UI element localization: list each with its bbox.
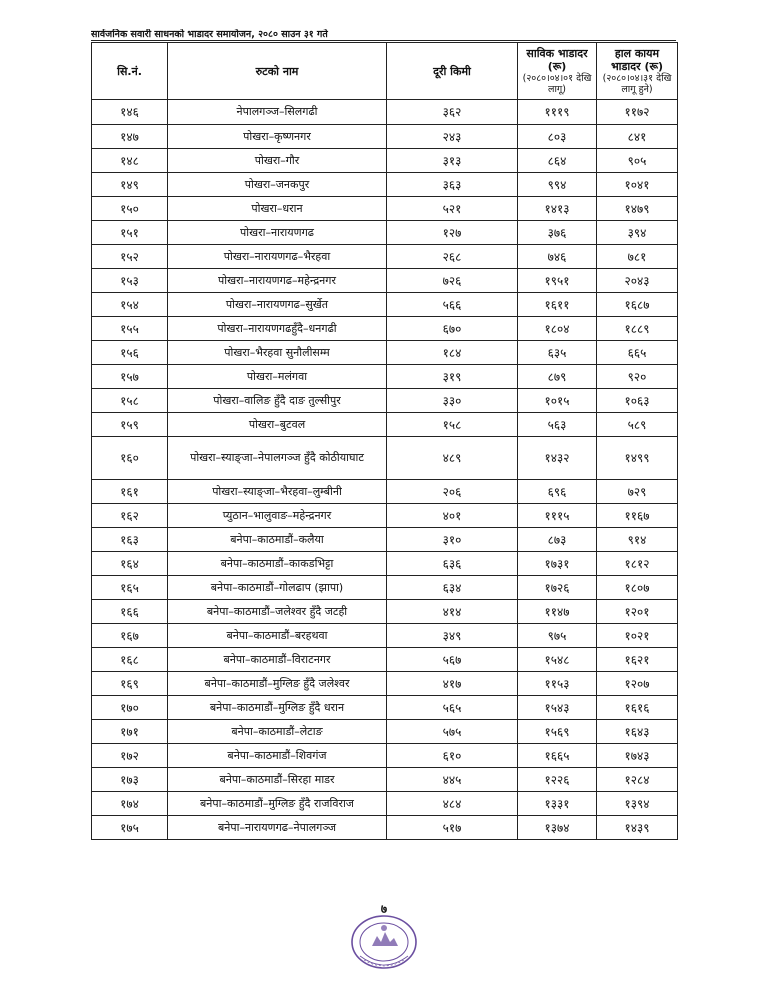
- new-fare-cell: ९०५: [597, 149, 678, 173]
- table-row: [92, 600, 678, 624]
- table-row: [92, 504, 678, 528]
- table-row: [92, 173, 678, 197]
- old-fare-cell: १७३१: [518, 552, 597, 576]
- serial-cell: १५७: [92, 365, 168, 389]
- new-fare-cell: १४९९: [597, 437, 678, 480]
- route-cell: पोखरा–नारायणगढ–महेन्द्रनगर: [168, 269, 387, 293]
- new-fare-cell: १०२१: [597, 624, 678, 648]
- table-row: [92, 528, 678, 552]
- col-route-header: रुटको नाम: [168, 43, 387, 100]
- new-fare-cell: १२८४: [597, 768, 678, 792]
- old-fare-cell: १५६९: [518, 720, 597, 744]
- new-fare-cell: ११६७: [597, 504, 678, 528]
- old-fare-cell: १४१३: [518, 197, 597, 221]
- serial-cell: १६८: [92, 648, 168, 672]
- old-fare-cell: ६३५: [518, 341, 597, 365]
- new-fare-cell: १७४३: [597, 744, 678, 768]
- new-fare-cell: १८०७: [597, 576, 678, 600]
- route-cell: बनेपा–काठमाडौं–कलैया: [168, 528, 387, 552]
- old-fare-cell: ३७६: [518, 221, 597, 245]
- distance-cell: १२७: [387, 221, 518, 245]
- serial-cell: १६६: [92, 600, 168, 624]
- distance-cell: ६३६: [387, 552, 518, 576]
- route-cell: पोखरा–बुटवल: [168, 413, 387, 437]
- distance-cell: ३६३: [387, 173, 518, 197]
- table-row: [92, 792, 678, 816]
- serial-cell: १५०: [92, 197, 168, 221]
- new-fare-cell: ७२९: [597, 480, 678, 504]
- route-cell: बनेपा–काठमाडौं–काकडभिट्टा: [168, 552, 387, 576]
- table-header-row: [92, 43, 678, 100]
- old-fare-cell: १५४८: [518, 648, 597, 672]
- serial-cell: १४९: [92, 173, 168, 197]
- new-fare-cell: १०६३: [597, 389, 678, 413]
- table-row: [92, 100, 678, 125]
- distance-cell: ६७०: [387, 317, 518, 341]
- serial-cell: १५९: [92, 413, 168, 437]
- distance-cell: ५६७: [387, 648, 518, 672]
- old-fare-cell: ८६४: [518, 149, 597, 173]
- distance-cell: २४३: [387, 125, 518, 149]
- serial-cell: १५६: [92, 341, 168, 365]
- distance-cell: २०६: [387, 480, 518, 504]
- serial-cell: १६५: [92, 576, 168, 600]
- route-cell: पोखरा–वालिङ हुँदै दाङ तुल्सीपुर: [168, 389, 387, 413]
- distance-cell: ६१०: [387, 744, 518, 768]
- distance-cell: ४८९: [387, 437, 518, 480]
- col-serial-header: सि.नं.: [92, 43, 168, 100]
- new-fare-cell: १६४३: [597, 720, 678, 744]
- new-fare-cell: ७८१: [597, 245, 678, 269]
- route-cell: पोखरा–जनकपुर: [168, 173, 387, 197]
- new-fare-cell: ११७२: [597, 100, 678, 125]
- serial-cell: १६०: [92, 437, 168, 480]
- serial-cell: १४८: [92, 149, 168, 173]
- distance-cell: ३३०: [387, 389, 518, 413]
- table-row: [92, 149, 678, 173]
- old-fare-cell: ९९४: [518, 173, 597, 197]
- old-fare-cell: १११५: [518, 504, 597, 528]
- old-fare-cell: १५४३: [518, 696, 597, 720]
- table-row: [92, 197, 678, 221]
- distance-cell: ४०१: [387, 504, 518, 528]
- distance-cell: ३६२: [387, 100, 518, 125]
- serial-cell: १६४: [92, 552, 168, 576]
- serial-cell: १७२: [92, 744, 168, 768]
- table-row: [92, 720, 678, 744]
- route-cell: बनेपा–काठमाडौं–मुग्लिङ हुँदै जलेश्वर: [168, 672, 387, 696]
- serial-cell: १७३: [92, 768, 168, 792]
- serial-cell: १६९: [92, 672, 168, 696]
- old-fare-cell: १३३१: [518, 792, 597, 816]
- old-fare-cell: १२२६: [518, 768, 597, 792]
- table-row: [92, 365, 678, 389]
- old-fare-cell: १६६५: [518, 744, 597, 768]
- distance-cell: ५२१: [387, 197, 518, 221]
- old-fare-cell: ११४७: [518, 600, 597, 624]
- old-fare-cell: ११५३: [518, 672, 597, 696]
- table-row: [92, 576, 678, 600]
- new-fare-cell: ८४१: [597, 125, 678, 149]
- distance-cell: ५७५: [387, 720, 518, 744]
- route-cell: बनेपा–काठमाडौं–लेटाङ: [168, 720, 387, 744]
- route-cell: पोखरा–मलंगवा: [168, 365, 387, 389]
- table-row: [92, 768, 678, 792]
- serial-cell: १५२: [92, 245, 168, 269]
- table-row: [92, 293, 678, 317]
- old-fare-cell: ५६३: [518, 413, 597, 437]
- new-fare-cell: १४७९: [597, 197, 678, 221]
- serial-cell: १५८: [92, 389, 168, 413]
- new-fare-cell: ९२०: [597, 365, 678, 389]
- route-cell: बनेपा–काठमाडौं–सिरहा माडर: [168, 768, 387, 792]
- table-row: [92, 437, 678, 480]
- distance-cell: ५६६: [387, 293, 518, 317]
- page-header-title: सार्वजनिक सवारी साधनको भाडादर समायोजन, २०८० साउन ३१ गते: [91, 29, 676, 41]
- old-fare-label: साविक भाडादर: [526, 47, 588, 60]
- distance-cell: ४१७: [387, 672, 518, 696]
- old-fare-cell: १४३२: [518, 437, 597, 480]
- serial-cell: १७१: [92, 720, 168, 744]
- new-fare-cell: १२०१: [597, 600, 678, 624]
- table-row: [92, 269, 678, 293]
- table-row: [92, 744, 678, 768]
- col-new-fare-header: [597, 43, 678, 100]
- route-cell: बनेपा–काठमाडौं–गोलढाप (झापा): [168, 576, 387, 600]
- table-row: [92, 552, 678, 576]
- new-fare-cell: १८१२: [597, 552, 678, 576]
- serial-cell: १६७: [92, 624, 168, 648]
- new-fare-cell: १२०७: [597, 672, 678, 696]
- distance-cell: ५१७: [387, 816, 518, 840]
- new-fare-cell: ६६५: [597, 341, 678, 365]
- serial-cell: १७५: [92, 816, 168, 840]
- new-fare-cell: ३९४: [597, 221, 678, 245]
- serial-cell: १६३: [92, 528, 168, 552]
- serial-cell: १५४: [92, 293, 168, 317]
- route-cell: पोखरा–स्याङ्जा–भैरहवा–लुम्बीनी: [168, 480, 387, 504]
- route-cell: पोखरा–गौर: [168, 149, 387, 173]
- route-cell: बनेपा–काठमाडौं–बरहथवा: [168, 624, 387, 648]
- table-row: [92, 480, 678, 504]
- serial-cell: १५१: [92, 221, 168, 245]
- route-cell: बनेपा–काठमाडौं–विराटनगर: [168, 648, 387, 672]
- old-fare-cell: ८०३: [518, 125, 597, 149]
- route-cell: बनेपा–काठमाडौं–मुग्लिङ हुँदै धरान: [168, 696, 387, 720]
- page-number: ७: [380, 902, 388, 916]
- old-fare-cell: १०१५: [518, 389, 597, 413]
- distance-cell: १८४: [387, 341, 518, 365]
- new-fare-cell: ९१४: [597, 528, 678, 552]
- distance-cell: १५८: [387, 413, 518, 437]
- route-cell: नेपालगञ्ज–सिलगढी: [168, 100, 387, 125]
- distance-cell: ६३४: [387, 576, 518, 600]
- route-cell: बनेपा–नारायणगढ–नेपालगञ्ज: [168, 816, 387, 840]
- distance-cell: ४८४: [387, 792, 518, 816]
- col-old-fare-header: [518, 43, 597, 100]
- route-cell: बनेपा–काठमाडौं–शिवगंज: [168, 744, 387, 768]
- route-cell: बनेपा–काठमाडौं–मुग्लिङ हुँदै राजविराज: [168, 792, 387, 816]
- route-cell: बनेपा–काठमाडौं–जलेश्वर हुँदै जटही: [168, 600, 387, 624]
- table-row: [92, 696, 678, 720]
- new-fare-cell: २०४३: [597, 269, 678, 293]
- table-row: [92, 221, 678, 245]
- new-fare-cell: १४३९: [597, 816, 678, 840]
- route-cell: पोखरा–नारायणगढ: [168, 221, 387, 245]
- serial-cell: १६१: [92, 480, 168, 504]
- new-fare-label: हाल कायम भाडादर (रू): [610, 47, 664, 73]
- serial-cell: १७०: [92, 696, 168, 720]
- old-fare-cell: १९५१: [518, 269, 597, 293]
- distance-cell: ३१३: [387, 149, 518, 173]
- route-cell: पोखरा–नारायणगढहुँदै–धनगढी: [168, 317, 387, 341]
- serial-cell: १६२: [92, 504, 168, 528]
- old-fare-unit: (रू): [547, 60, 567, 73]
- table-row: [92, 341, 678, 365]
- distance-cell: ३१९: [387, 365, 518, 389]
- new-fare-cell: १६२१: [597, 648, 678, 672]
- distance-cell: ४१४: [387, 600, 518, 624]
- distance-cell: ३४९: [387, 624, 518, 648]
- route-cell: पोखरा–भैरहवा सुनौलीसम्म: [168, 341, 387, 365]
- new-fare-cell: १०४१: [597, 173, 678, 197]
- old-fare-cell: १३७४: [518, 816, 597, 840]
- distance-cell: २६८: [387, 245, 518, 269]
- route-cell: पोखरा–नारायणगढ–सुर्खेत: [168, 293, 387, 317]
- col-distance-header: दूरी किमी: [387, 43, 518, 100]
- old-fare-cell: १६११: [518, 293, 597, 317]
- distance-cell: ५६५: [387, 696, 518, 720]
- route-cell: पोखरा–स्याङ्जा–नेपालगञ्ज हुँदै कोठीयाघाट: [168, 437, 387, 480]
- old-fare-cell: १८०४: [518, 317, 597, 341]
- table-row: [92, 245, 678, 269]
- route-cell: प्युठान–भालुवाङ–महेन्द्रनगर: [168, 504, 387, 528]
- route-cell: पोखरा–नारायणगढ–भैरहवा: [168, 245, 387, 269]
- old-fare-cell: ६९६: [518, 480, 597, 504]
- old-fare-cell: ९७५: [518, 624, 597, 648]
- distance-cell: ४४५: [387, 768, 518, 792]
- table-row: [92, 624, 678, 648]
- distance-cell: ३१०: [387, 528, 518, 552]
- serial-cell: १५५: [92, 317, 168, 341]
- table-row: [92, 672, 678, 696]
- new-fare-cell: ५८९: [597, 413, 678, 437]
- fare-table: [91, 42, 678, 840]
- new-fare-cell: १८८९: [597, 317, 678, 341]
- table-row: [92, 816, 678, 840]
- new-fare-cell: १६१६: [597, 696, 678, 720]
- serial-cell: १४७: [92, 125, 168, 149]
- serial-cell: १७४: [92, 792, 168, 816]
- table-row: [92, 648, 678, 672]
- table-row: [92, 389, 678, 413]
- old-fare-cell: १११९: [518, 100, 597, 125]
- official-seal-icon: [346, 912, 422, 976]
- serial-cell: १४६: [92, 100, 168, 125]
- distance-cell: ७२६: [387, 269, 518, 293]
- old-fare-cell: १७२६: [518, 576, 597, 600]
- serial-cell: १५३: [92, 269, 168, 293]
- old-fare-cell: ७४६: [518, 245, 597, 269]
- table-row: [92, 125, 678, 149]
- route-cell: पोखरा–धरान: [168, 197, 387, 221]
- table-row: [92, 317, 678, 341]
- old-fare-cell: ८७३: [518, 528, 597, 552]
- route-cell: पोखरा–कृष्णनगर: [168, 125, 387, 149]
- new-fare-note: (२०८०।०४।३१ देखि लागू हुने): [602, 73, 672, 95]
- old-fare-note: (२०८०।०४।०१ देखि लागू): [522, 73, 592, 95]
- old-fare-cell: ८७९: [518, 365, 597, 389]
- new-fare-cell: १३९४: [597, 792, 678, 816]
- new-fare-cell: १६८७: [597, 293, 678, 317]
- table-row: [92, 413, 678, 437]
